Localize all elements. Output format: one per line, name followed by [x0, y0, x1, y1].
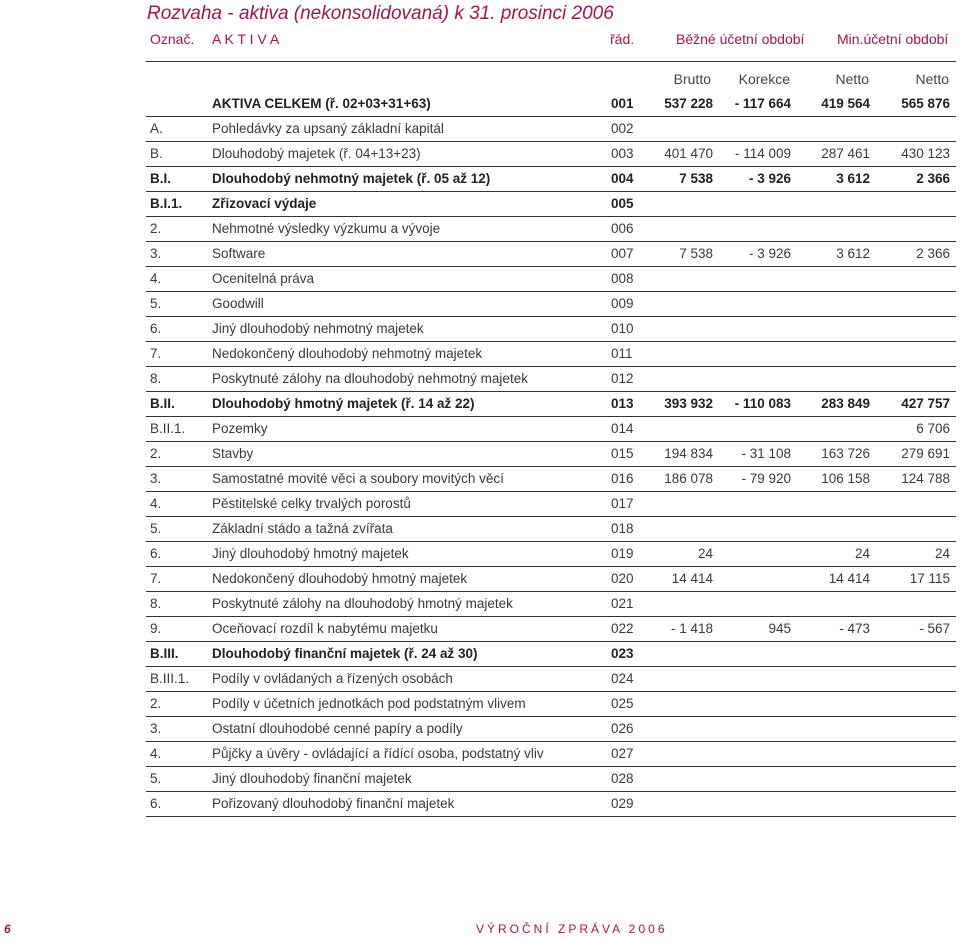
- row-netto: 3 612: [836, 171, 870, 186]
- row-brutto: 537 228: [664, 96, 713, 111]
- row-name: Ostatní dlouhodobé cenné papíry a podíly: [212, 721, 463, 736]
- table-row: [146, 717, 956, 742]
- row-mark: 3.: [150, 471, 162, 486]
- row-number: 018: [611, 521, 634, 536]
- table-row: [146, 217, 956, 242]
- row-brutto: 186 078: [664, 471, 713, 486]
- row-mark: 7.: [150, 571, 162, 586]
- table-row: [146, 292, 956, 317]
- row-netto: 419 564: [821, 96, 870, 111]
- row-number: 026: [611, 721, 634, 736]
- table-row: [146, 342, 956, 367]
- row-mark: B.III.: [150, 646, 179, 661]
- row-mark: 3.: [150, 721, 162, 736]
- row-number: 017: [611, 496, 634, 511]
- row-brutto: 393 932: [664, 396, 713, 411]
- row-name: Podíly v ovládaných a řízených osobách: [212, 671, 453, 686]
- table-row: [146, 142, 956, 167]
- table-row: [146, 567, 956, 592]
- row-number: 004: [611, 171, 634, 186]
- row-name: Software: [212, 246, 266, 261]
- row-mark: 2.: [150, 446, 162, 461]
- row-number: 008: [611, 271, 634, 286]
- row-number: 029: [611, 796, 634, 811]
- header-rad: řád.: [610, 31, 635, 47]
- row-korekce: - 3 926: [748, 246, 791, 261]
- row-brutto: 194 834: [664, 446, 713, 461]
- row-mark: 6.: [150, 546, 162, 561]
- row-netto: 106 158: [821, 471, 870, 486]
- header-aktiva: A K T I V A: [212, 31, 280, 47]
- table-row: [146, 617, 956, 642]
- row-name: Dlouhodobý hmotný majetek (ř. 14 až 22): [212, 396, 475, 411]
- row-netto-min: - 567: [919, 621, 950, 636]
- row-name: Pozemky: [212, 421, 268, 436]
- row-mark: 8.: [150, 371, 162, 386]
- row-korekce: - 79 920: [741, 471, 791, 486]
- row-mark: 3.: [150, 246, 162, 261]
- row-name: Nedokončený dlouhodobý hmotný majetek: [212, 571, 468, 586]
- row-mark: 6.: [150, 796, 162, 811]
- header-divider: [146, 61, 956, 62]
- row-mark: 5.: [150, 296, 162, 311]
- table-row: [146, 442, 956, 467]
- row-mark: B.III.1.: [150, 671, 190, 686]
- table-row: [146, 242, 956, 267]
- row-brutto: 7 538: [679, 171, 713, 186]
- row-mark: 9.: [150, 621, 162, 636]
- row-number: 001: [611, 96, 634, 111]
- row-mark: 5.: [150, 521, 162, 536]
- row-name: Stavby: [212, 446, 254, 461]
- row-name: Základní stádo a tažná zvířata: [212, 521, 393, 536]
- row-name: AKTIVA CELKEM (ř. 02+03+31+63): [212, 96, 431, 111]
- row-netto-min: 17 115: [909, 571, 950, 586]
- row-netto-min: 430 123: [901, 146, 950, 161]
- row-number: 007: [611, 246, 634, 261]
- row-number: 011: [611, 346, 633, 361]
- table-row: [146, 542, 956, 567]
- row-netto-min: 565 876: [901, 96, 950, 111]
- row-name: Půjčky a úvěry - ovládající a řídící osoba, podstatný vliv: [212, 746, 544, 761]
- header-min-obdobi: Min.účetní období: [837, 31, 949, 47]
- row-mark: 2.: [150, 696, 162, 711]
- row-name: Goodwill: [212, 296, 264, 311]
- row-number: 006: [611, 221, 634, 236]
- row-brutto: 24: [697, 546, 713, 561]
- table-row: [146, 367, 956, 392]
- row-name: Ocenitelná práva: [212, 271, 315, 286]
- header-oznac: Označ.: [150, 31, 195, 47]
- row-netto-min: 24: [934, 546, 950, 561]
- row-mark: B.: [150, 146, 163, 161]
- page-title: Rozvaha - aktiva (nekonsolidovaná) k 31. prosinci 2006: [147, 3, 614, 24]
- row-netto: 24: [854, 546, 870, 561]
- row-netto: 283 849: [821, 396, 870, 411]
- table-row: [146, 592, 956, 617]
- row-name: Pohledávky za upsaný základní kapitál: [212, 121, 444, 136]
- subheader-netto: Netto: [835, 71, 869, 87]
- subheader-brutto: Brutto: [673, 71, 711, 87]
- row-name: Pěstitelské celky trvalých porostů: [212, 496, 411, 511]
- row-netto-min: 124 788: [901, 471, 950, 486]
- row-korekce: - 117 664: [734, 96, 791, 111]
- table-row: [146, 92, 956, 117]
- row-mark: B.II.: [150, 396, 175, 411]
- table-row: [146, 392, 956, 417]
- row-number: 025: [611, 696, 634, 711]
- row-netto-min: 6 706: [916, 421, 950, 436]
- row-mark: 2.: [150, 221, 162, 236]
- row-mark: 4.: [150, 271, 162, 286]
- table-row: [146, 492, 956, 517]
- row-korekce: - 114 009: [734, 146, 791, 161]
- row-name: Nehmotné výsledky výzkumu a vývoje: [212, 221, 441, 236]
- row-korekce: - 110 083: [734, 396, 791, 411]
- row-mark: B.I.1.: [150, 196, 183, 211]
- row-name: Poskytnuté zálohy na dlouhodobý hmotný majetek: [212, 596, 513, 611]
- row-brutto: 14 414: [671, 571, 713, 586]
- row-mark: 8.: [150, 596, 162, 611]
- row-number: 019: [611, 546, 634, 561]
- table-row: [146, 792, 956, 817]
- row-mark: 5.: [150, 771, 162, 786]
- row-netto: 3 612: [836, 246, 870, 261]
- table-row: [146, 742, 956, 767]
- row-number: 013: [611, 396, 634, 411]
- table-row: [146, 642, 956, 667]
- row-name: Podíly v účetních jednotkách pod podstatným vlivem: [212, 696, 526, 711]
- row-brutto: 401 470: [664, 146, 713, 161]
- table-row: [146, 167, 956, 192]
- row-name: Pořizovaný dlouhodobý finanční majetek: [212, 796, 455, 811]
- row-netto: - 473: [839, 621, 870, 636]
- row-brutto: 7 538: [679, 246, 713, 261]
- table-row: [146, 667, 956, 692]
- row-number: 002: [611, 121, 634, 136]
- row-netto-min: 2 366: [916, 171, 950, 186]
- row-number: 028: [611, 771, 634, 786]
- row-mark: 6.: [150, 321, 162, 336]
- row-mark: 4.: [150, 746, 162, 761]
- row-korekce: - 31 108: [741, 446, 791, 461]
- subheader-korekce: Korekce: [738, 71, 790, 87]
- row-netto: 287 461: [821, 146, 870, 161]
- row-number: 022: [611, 621, 634, 636]
- row-netto: 163 726: [821, 446, 870, 461]
- row-mark: B.II.1.: [150, 421, 186, 436]
- balance-table: [146, 92, 956, 817]
- row-netto-min: 427 757: [901, 396, 950, 411]
- page-number: 6: [4, 922, 11, 936]
- row-number: 003: [611, 146, 634, 161]
- row-name: Jiný dlouhodobý nehmotný majetek: [212, 321, 424, 336]
- row-name: Dlouhodobý majetek (ř. 04+13+23): [212, 146, 421, 161]
- row-number: 021: [611, 596, 634, 611]
- row-korekce: 945: [768, 621, 791, 636]
- row-mark: A.: [150, 121, 163, 136]
- row-name: Nedokončený dlouhodobý nehmotný majetek: [212, 346, 483, 361]
- row-number: 014: [611, 421, 634, 436]
- table-row: [146, 517, 956, 542]
- row-number: 016: [611, 471, 634, 486]
- row-netto-min: 2 366: [916, 246, 950, 261]
- row-brutto: - 1 418: [670, 621, 713, 636]
- table-row: [146, 692, 956, 717]
- row-name: Samostatné movité věci a soubory movitých věcí: [212, 471, 504, 486]
- row-name: Dlouhodobý nehmotný majetek (ř. 05 až 12): [212, 171, 491, 186]
- row-mark: B.I.: [150, 171, 172, 186]
- row-number: 005: [611, 196, 634, 211]
- footer-text: VÝROČNÍ ZPRÁVA 2006: [476, 922, 668, 936]
- header-bezne-obdobi: Běžné účetní období: [676, 31, 805, 47]
- table-row: [146, 767, 956, 792]
- row-netto: 14 414: [828, 571, 870, 586]
- row-mark: 7.: [150, 346, 162, 361]
- row-number: 024: [611, 671, 634, 686]
- row-name: Zřizovací výdaje: [212, 196, 317, 211]
- row-name: Oceňovací rozdíl k nabytému majetku: [212, 621, 438, 636]
- row-name: Jiný dlouhodobý hmotný majetek: [212, 546, 409, 561]
- row-number: 027: [611, 746, 634, 761]
- subheader-netto-min: Netto: [915, 71, 949, 87]
- row-number: 012: [611, 371, 634, 386]
- row-name: Dlouhodobý finanční majetek (ř. 24 až 30): [212, 646, 478, 661]
- row-korekce: - 3 926: [748, 171, 791, 186]
- table-row: [146, 267, 956, 292]
- row-number: 023: [611, 646, 634, 661]
- table-row: [146, 417, 956, 442]
- table-row: [146, 117, 956, 142]
- row-number: 020: [611, 571, 634, 586]
- row-netto-min: 279 691: [901, 446, 950, 461]
- row-mark: 4.: [150, 496, 162, 511]
- row-number: 009: [611, 296, 634, 311]
- table-row: [146, 317, 956, 342]
- table-row: [146, 467, 956, 492]
- row-name: Jiný dlouhodobý finanční majetek: [212, 771, 412, 786]
- row-number: 010: [611, 321, 634, 336]
- row-number: 015: [611, 446, 634, 461]
- row-name: Poskytnuté zálohy na dlouhodobý nehmotný majetek: [212, 371, 528, 386]
- table-row: [146, 192, 956, 217]
